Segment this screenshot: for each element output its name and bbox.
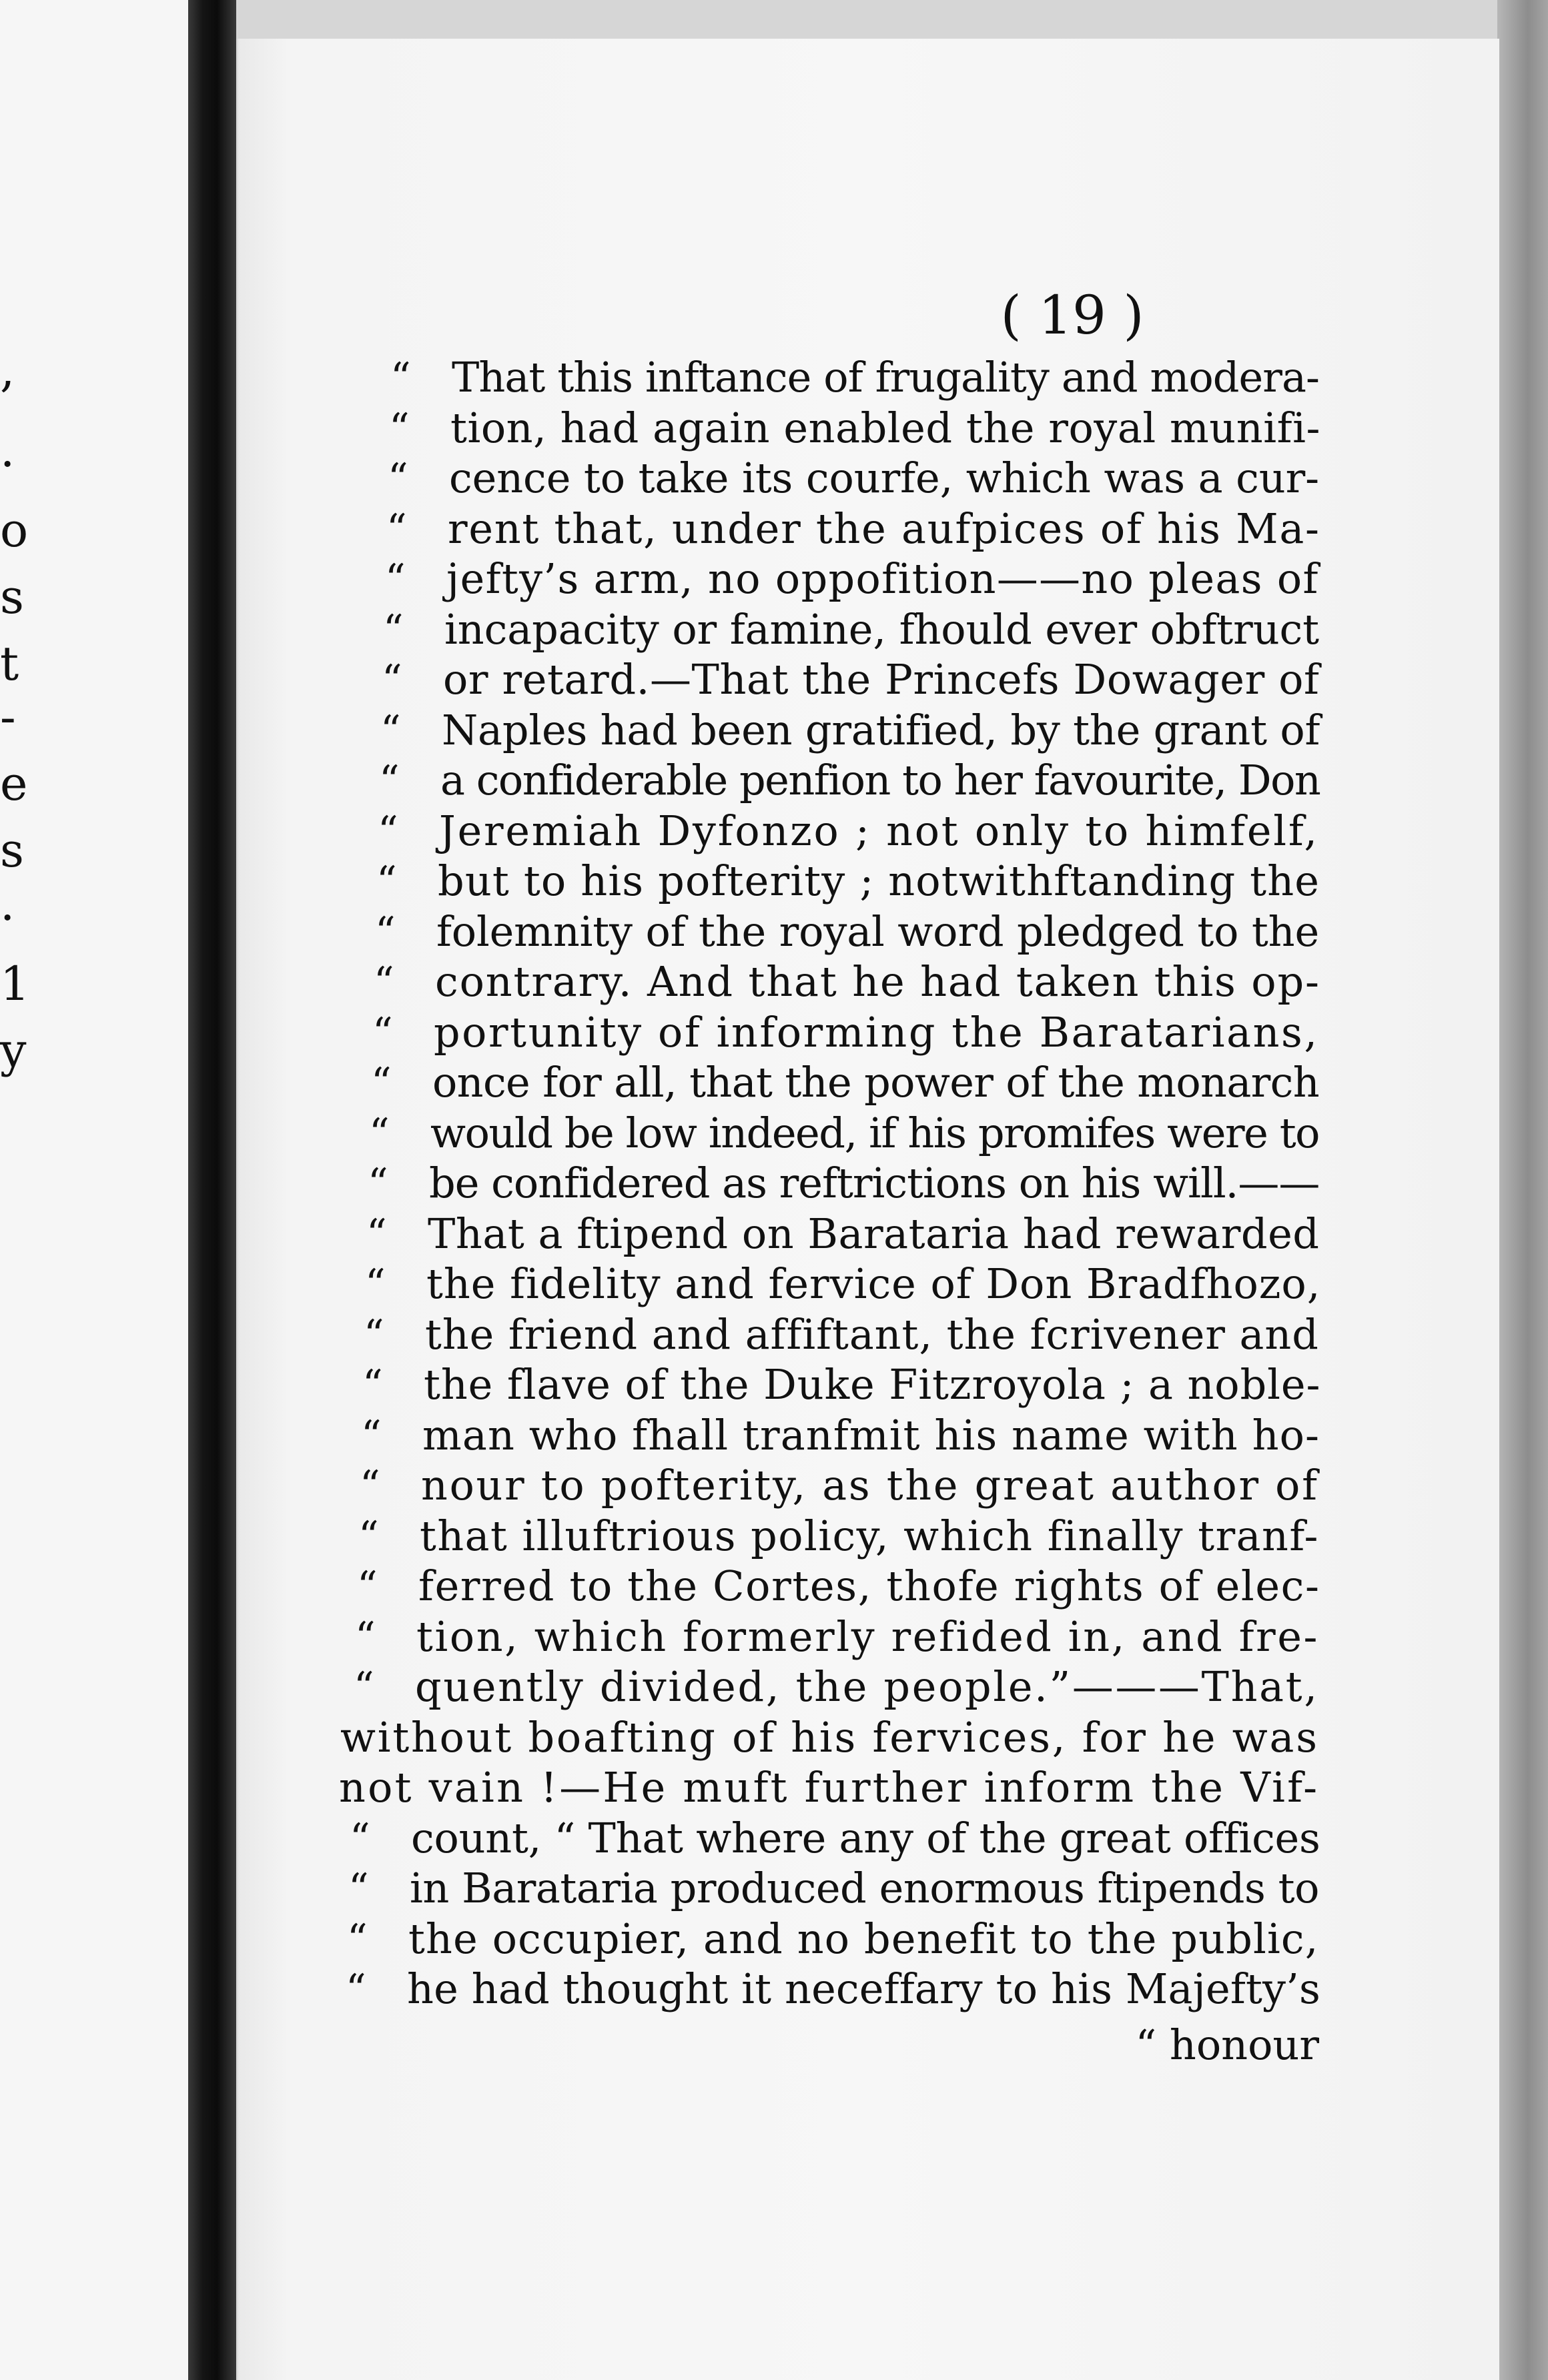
text-line bbox=[238, 1460, 1499, 1511]
text-line-content: not vain !—He muft further inform the Vif- bbox=[339, 1763, 1320, 1812]
text-line bbox=[238, 1762, 1499, 1813]
text-line-content: once for all, that the power of the monarch bbox=[432, 1058, 1319, 1107]
previous-page-fragment: - bbox=[0, 690, 16, 744]
text-line bbox=[238, 1108, 1499, 1159]
previous-page-fragment: . bbox=[0, 423, 15, 478]
text-line-content: nour to pofterity, as the great author of bbox=[421, 1461, 1319, 1510]
scan-right-edge bbox=[1497, 0, 1548, 2380]
previous-page-fragment: y bbox=[0, 1023, 27, 1078]
previous-page-fragment: e bbox=[0, 756, 28, 811]
text-line bbox=[238, 1612, 1499, 1662]
text-line bbox=[238, 1813, 1499, 1864]
margin-quote-mark: “ bbox=[389, 404, 410, 452]
margin-quote-mark: “ bbox=[350, 1814, 370, 1862]
margin-quote-mark: “ bbox=[378, 807, 398, 854]
text-line-content: jefty’s arm, no oppofition——no pleas of bbox=[446, 554, 1319, 603]
text-line bbox=[238, 1309, 1499, 1360]
text-line bbox=[238, 504, 1499, 554]
text-line-content: cence to take its courfe, which was a cur- bbox=[449, 454, 1319, 502]
text-line bbox=[238, 1007, 1499, 1058]
text-line bbox=[238, 1914, 1499, 1964]
previous-page-fragment: , bbox=[0, 343, 15, 398]
text-line bbox=[238, 403, 1499, 454]
text-line bbox=[238, 1712, 1499, 1763]
text-line-content: tion, had again enabled the royal munifi- bbox=[450, 403, 1320, 452]
previous-page-fragment: 1 bbox=[0, 957, 30, 1011]
text-line bbox=[238, 1662, 1499, 1712]
margin-quote-mark: “ bbox=[390, 354, 411, 401]
margin-quote-mark: “ bbox=[380, 706, 401, 754]
previous-page-fragment: s bbox=[0, 823, 24, 878]
text-line-content: or retard.—That the Princefs Dowager of bbox=[443, 655, 1320, 704]
previous-page-fragment: . bbox=[0, 876, 15, 931]
text-line bbox=[238, 957, 1499, 1007]
text-line-content: but to his pofterity ; notwithftanding the bbox=[438, 856, 1320, 905]
margin-quote-mark: “ bbox=[362, 1361, 383, 1408]
text-line bbox=[238, 1259, 1499, 1309]
margin-quote-mark: “ bbox=[358, 1512, 379, 1560]
text-line-content: man who fhall tranfmit his name with ho- bbox=[422, 1410, 1320, 1459]
text-line bbox=[238, 755, 1499, 806]
text-line bbox=[238, 1209, 1499, 1259]
text-line-content: portunity of informing the Baratarians, bbox=[434, 1007, 1319, 1057]
margin-quote-mark: “ bbox=[348, 1865, 369, 1912]
text-line-content: Naples had been gratified, by the grant of bbox=[442, 705, 1320, 754]
margin-quote-mark: “ bbox=[368, 1160, 388, 1207]
text-line bbox=[238, 1057, 1499, 1108]
margin-quote-mark: “ bbox=[375, 908, 396, 955]
text-line-content: rent that, under the aufpices of his Ma- bbox=[448, 504, 1320, 553]
text-line bbox=[238, 806, 1499, 856]
text-line bbox=[238, 1511, 1499, 1562]
previous-page-edge bbox=[0, 0, 188, 2380]
text-line-content: tion, which formerly refided in, and fre- bbox=[416, 1612, 1320, 1661]
text-line-content: folemnity of the royal word pledged to the bbox=[436, 907, 1319, 956]
text-line-content: count, “ That where any of the great offices bbox=[411, 1813, 1320, 1862]
text-line-content: quently divided, the people.”———That, bbox=[415, 1662, 1319, 1711]
text-line bbox=[238, 1158, 1499, 1209]
catchword-text: “ honour bbox=[1135, 2020, 1319, 2069]
margin-quote-mark: “ bbox=[385, 556, 406, 602]
margin-quote-mark: “ bbox=[357, 1563, 378, 1610]
text-line-content: incapacity or famine, fhould ever obftruct bbox=[444, 604, 1319, 654]
page-number: ( 19 ) bbox=[1000, 284, 1144, 346]
text-line-content: be confidered as reftrictions on his will.—— bbox=[429, 1159, 1320, 1207]
margin-quote-mark: “ bbox=[365, 1261, 386, 1307]
margin-quote-mark: “ bbox=[346, 1966, 366, 2012]
text-line bbox=[238, 907, 1499, 957]
margin-quote-mark: “ bbox=[388, 455, 408, 502]
text-line-content: would be low indeed, if his promifes were to bbox=[430, 1108, 1319, 1157]
text-line-content: the occupier, and no benefit to the public, bbox=[408, 1914, 1319, 1963]
text-line bbox=[238, 1359, 1499, 1410]
margin-quote-mark: “ bbox=[355, 1613, 376, 1660]
margin-quote-mark: “ bbox=[369, 1109, 390, 1157]
margin-quote-mark: “ bbox=[354, 1664, 374, 1710]
previous-page-fragment: t bbox=[0, 636, 19, 691]
margin-quote-mark: “ bbox=[386, 505, 407, 552]
text-line bbox=[238, 856, 1499, 907]
previous-page-fragment: s bbox=[0, 570, 24, 624]
margin-quote-mark: “ bbox=[379, 757, 400, 804]
text-line-content: the fidelity and fervice of Don Bradfhozo, bbox=[426, 1259, 1321, 1308]
previous-page-fragment: o bbox=[0, 503, 29, 558]
text-line bbox=[238, 604, 1499, 655]
text-line-content: ferred to the Cortes, thofe rights of elec- bbox=[418, 1562, 1320, 1610]
catchword bbox=[238, 2020, 1319, 2070]
margin-quote-mark: “ bbox=[382, 656, 402, 703]
margin-quote-mark: “ bbox=[383, 606, 404, 653]
margin-quote-mark: “ bbox=[360, 1462, 380, 1509]
text-line bbox=[238, 1561, 1499, 1612]
margin-quote-mark: “ bbox=[364, 1311, 384, 1358]
text-line-content: That a ftipend on Barataria had rewarded bbox=[428, 1209, 1320, 1258]
previous-page-fragments bbox=[0, 0, 188, 2380]
text-line-content: that illuftrious policy, which finally tranf- bbox=[420, 1511, 1319, 1560]
text-line-content: without boafting of his fervices, for he was bbox=[340, 1712, 1319, 1762]
text-line-content: That this inftance of frugality and modera- bbox=[452, 353, 1319, 402]
text-line bbox=[238, 1964, 1499, 2014]
text-line bbox=[238, 453, 1499, 504]
text-line bbox=[238, 554, 1499, 604]
text-line bbox=[238, 654, 1499, 705]
text-line-content: the flave of the Duke Fitzroyola ; a noble- bbox=[424, 1360, 1321, 1409]
margin-quote-mark: “ bbox=[361, 1411, 382, 1459]
text-line-content: a confiderable penfion to her favourite, Don bbox=[440, 756, 1320, 804]
text-line-content: he had thought it neceffary to his Majefty’s bbox=[407, 1964, 1320, 2013]
book-gutter bbox=[188, 0, 236, 2380]
text-line-content: the friend and affiftant, the fcrivener and bbox=[425, 1309, 1319, 1359]
text-line bbox=[238, 352, 1499, 403]
text-line bbox=[238, 705, 1499, 756]
margin-quote-mark: “ bbox=[376, 858, 397, 905]
text-line-content: contrary. And that he had taken this op- bbox=[435, 957, 1320, 1006]
margin-quote-mark: “ bbox=[347, 1915, 368, 1962]
text-line bbox=[238, 1410, 1499, 1461]
margin-quote-mark: “ bbox=[371, 1059, 392, 1106]
margin-quote-mark: “ bbox=[374, 959, 394, 1005]
margin-quote-mark: “ bbox=[366, 1210, 387, 1257]
text-line-content: Jeremiah Dyfonzo ; not only to himfelf, bbox=[439, 806, 1319, 855]
margin-quote-mark: “ bbox=[372, 1009, 393, 1056]
text-line bbox=[238, 1863, 1499, 1914]
book-page bbox=[236, 39, 1499, 2380]
text-line-content: in Barataria produced enormous ftipends to bbox=[410, 1864, 1319, 1912]
